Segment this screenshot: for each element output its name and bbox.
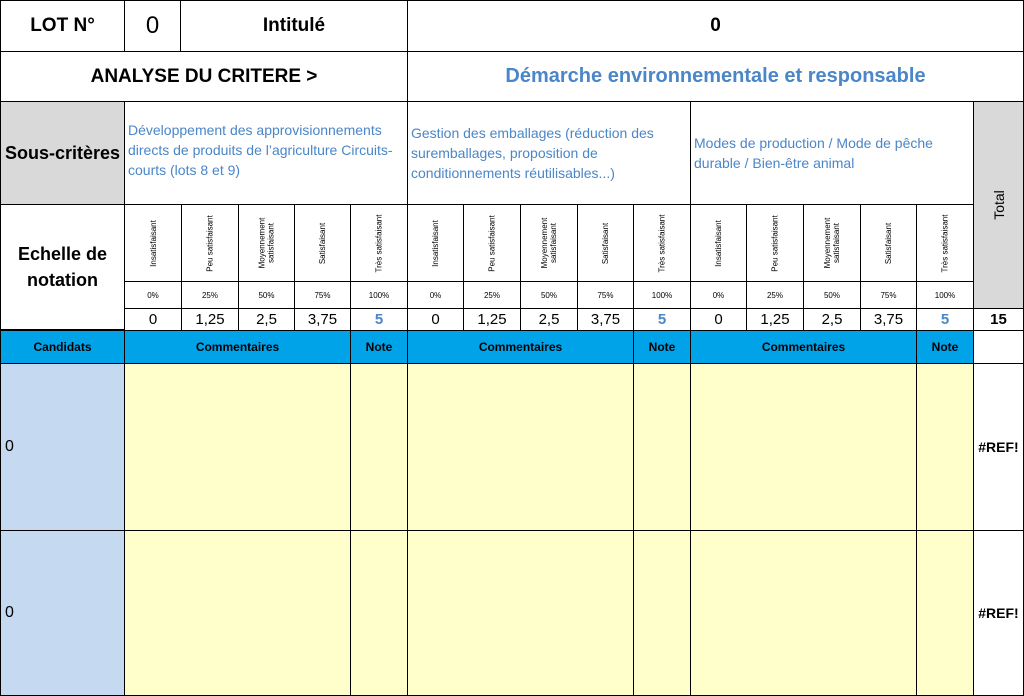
level-insatisfaisant-3: Insatisfaisant (690, 204, 747, 282)
comment-cell[interactable] (690, 530, 917, 696)
score-cell: 3,75 (577, 308, 634, 331)
score-max: 5 (916, 308, 974, 331)
total-label: Total (990, 190, 1007, 220)
candidate-total: #REF! (973, 363, 1024, 531)
percent-cell: 100% (916, 281, 974, 309)
score-cell: 2,5 (803, 308, 861, 331)
level-peu-satisfaisant-2: Peu satisfaisant (463, 204, 521, 282)
candidate-name: 0 (0, 363, 125, 531)
percent-cell: 100% (350, 281, 408, 309)
percent-cell: 0% (407, 281, 464, 309)
analyse-label: ANALYSE DU CRITERE > (0, 51, 408, 102)
score-cell: 3,75 (860, 308, 917, 331)
total-score: 15 (973, 308, 1024, 331)
candidate-name: 0 (0, 530, 125, 696)
comment-cell[interactable] (407, 530, 634, 696)
comment-cell[interactable] (124, 363, 351, 531)
sous-critere-3: Modes de production / Mode de pêche durable / Bien-être animal (690, 101, 974, 205)
score-max: 5 (350, 308, 408, 331)
note-header-2: Note (633, 330, 691, 364)
level-insatisfaisant-2: Insatisfaisant (407, 204, 464, 282)
percent-cell: 0% (690, 281, 747, 309)
intitule-label: Intitulé (180, 0, 408, 52)
percent-cell: 50% (520, 281, 578, 309)
candidate-total: #REF! (973, 530, 1024, 696)
percent-cell: 25% (746, 281, 804, 309)
note-cell[interactable] (350, 530, 408, 696)
score-cell: 1,25 (181, 308, 239, 331)
level-satisfaisant-2: Satisfaisant (577, 204, 634, 282)
percent-cell: 75% (860, 281, 917, 309)
percent-cell: 0% (124, 281, 182, 309)
critere-title: Démarche environnementale et responsable (407, 51, 1024, 102)
level-tres-satisfaisant-2: Très satisfaisant (633, 204, 691, 282)
note-cell[interactable] (633, 363, 691, 531)
note-cell[interactable] (916, 530, 974, 696)
level-satisfaisant-1: Satisfaisant (294, 204, 351, 282)
score-cell: 1,25 (746, 308, 804, 331)
level-moyennement-satisfaisant-2: Moyennement satisfaisant (520, 204, 578, 282)
lot-number[interactable]: 0 (124, 0, 181, 52)
score-cell: 2,5 (238, 308, 295, 331)
echelle-label: Echelle de notation (0, 204, 125, 330)
lot-label: LOT N° (0, 0, 125, 52)
comment-cell[interactable] (124, 530, 351, 696)
score-max: 5 (633, 308, 691, 331)
note-cell[interactable] (916, 363, 974, 531)
percent-cell: 100% (633, 281, 691, 309)
level-peu-satisfaisant-3: Peu satisfaisant (746, 204, 804, 282)
level-tres-satisfaisant-3: Très satisfaisant (916, 204, 974, 282)
level-moyennement-satisfaisant-3: Moyennement satisfaisant (803, 204, 861, 282)
percent-cell: 75% (294, 281, 351, 309)
score-cell: 0 (690, 308, 747, 331)
comment-cell[interactable] (690, 363, 917, 531)
candidats-header: Candidats (0, 330, 125, 364)
score-cell: 0 (124, 308, 182, 331)
percent-cell: 25% (463, 281, 521, 309)
percent-cell: 75% (577, 281, 634, 309)
percent-cell: 25% (181, 281, 239, 309)
score-cell: 3,75 (294, 308, 351, 331)
percent-cell: 50% (238, 281, 295, 309)
sous-criteres-label: Sous-critères (0, 101, 125, 205)
level-tres-satisfaisant-1: Très satisfaisant (350, 204, 408, 282)
note-header-3: Note (916, 330, 974, 364)
note-cell[interactable] (350, 363, 408, 531)
note-cell[interactable] (633, 530, 691, 696)
level-peu-satisfaisant-1: Peu satisfaisant (181, 204, 239, 282)
percent-cell: 50% (803, 281, 861, 309)
score-cell: 2,5 (520, 308, 578, 331)
score-cell: 1,25 (463, 308, 521, 331)
sous-critere-1: Développement des approvisionnements directs de produits de l’agriculture Circuits-courts (lots 8 et 9) (124, 101, 408, 205)
intitule-value[interactable]: 0 (407, 0, 1024, 52)
comment-cell[interactable] (407, 363, 634, 531)
commentaires-header-1: Commentaires (124, 330, 351, 364)
sous-critere-2: Gestion des emballages (réduction des suremballages, proposition de conditionnements réutilisables...) (407, 101, 691, 205)
total-header (973, 101, 1024, 309)
note-header-1: Note (350, 330, 408, 364)
level-satisfaisant-3: Satisfaisant (860, 204, 917, 282)
score-cell: 0 (407, 308, 464, 331)
commentaires-header-3: Commentaires (690, 330, 917, 364)
level-moyennement-satisfaisant-1: Moyennement satisfaisant (238, 204, 295, 282)
commentaires-header-2: Commentaires (407, 330, 634, 364)
level-insatisfaisant-1: Insatisfaisant (124, 204, 182, 282)
total-header-blank (973, 330, 1024, 364)
